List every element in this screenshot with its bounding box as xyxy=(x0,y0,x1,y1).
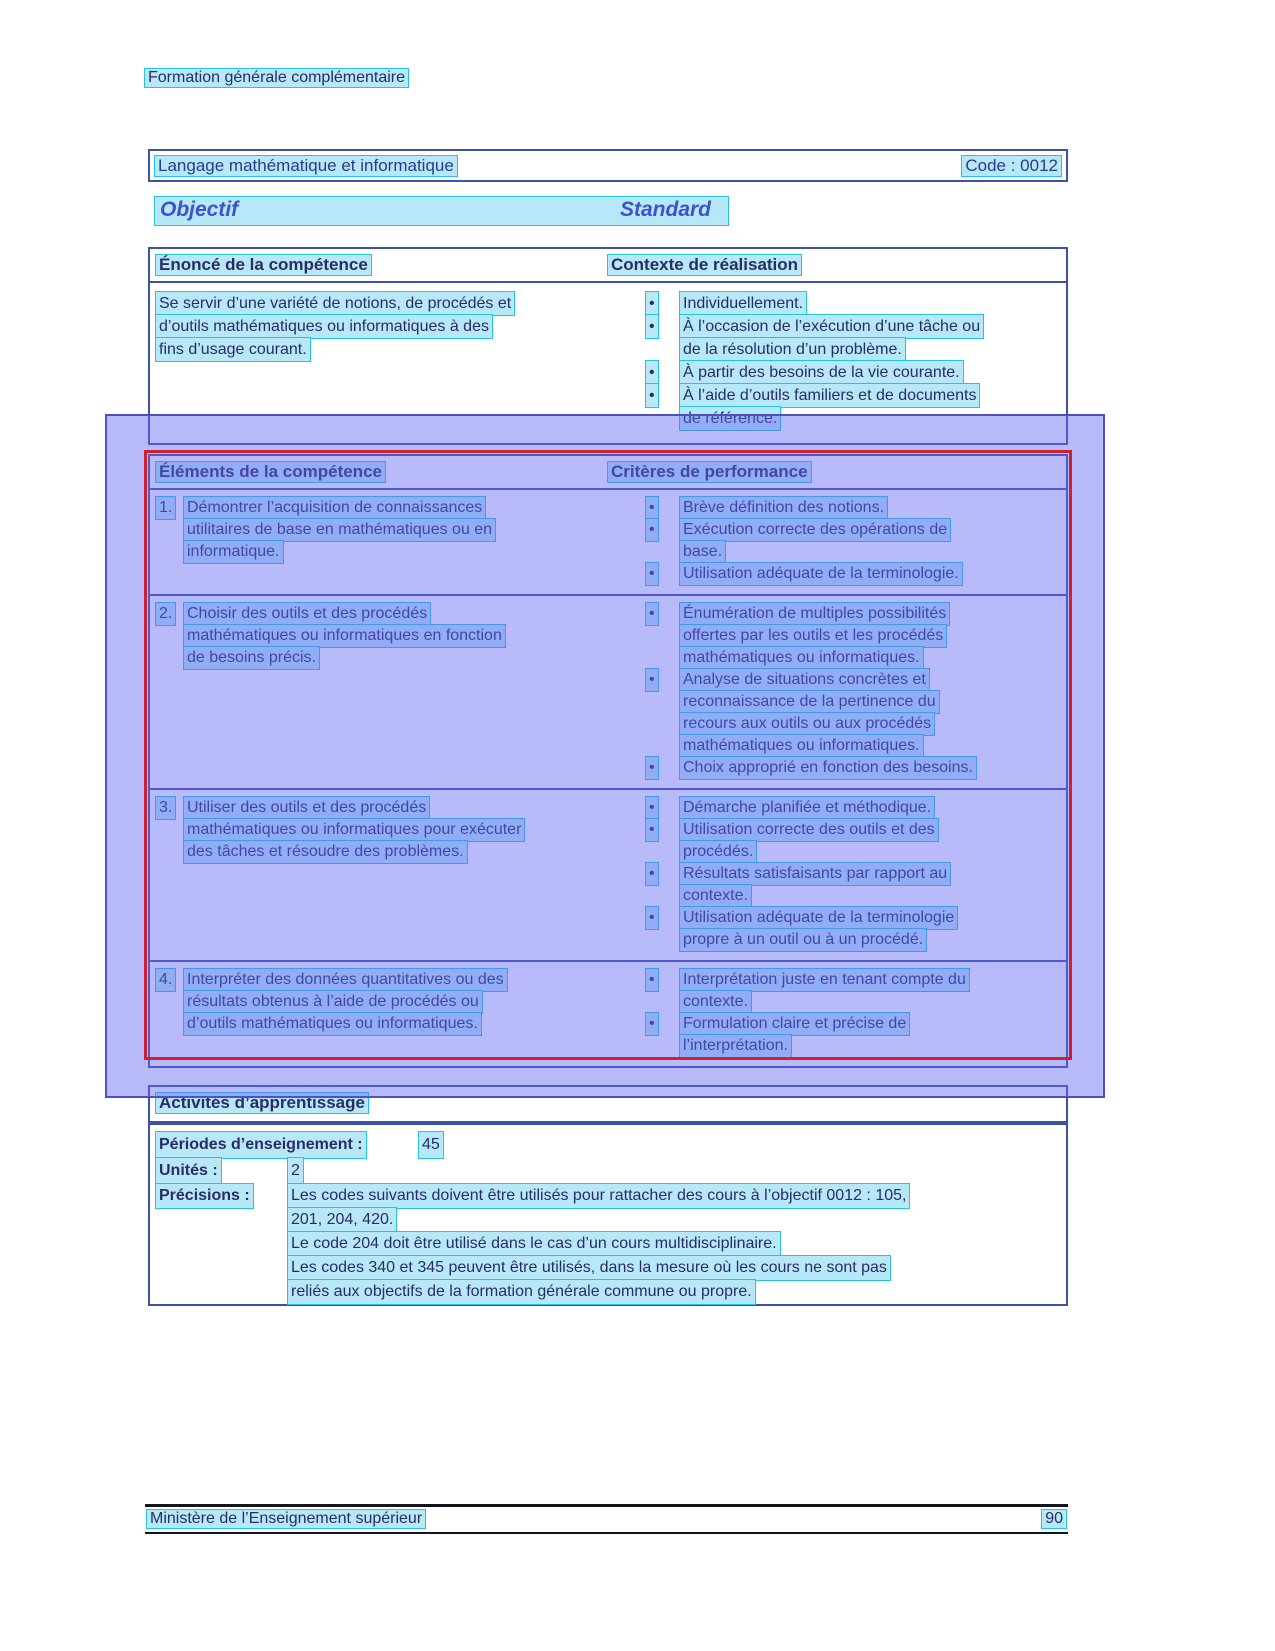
activites-heading-box xyxy=(148,1085,1068,1123)
element-cell xyxy=(150,797,608,951)
bullet-icon: • xyxy=(646,1013,658,1035)
statement-line: Se servir d’une variété de notions, de procédés et xyxy=(156,292,514,315)
enonce-header-right: Contexte de réalisation xyxy=(608,255,801,275)
bullet-icon: • xyxy=(646,819,658,841)
context-line: de référence. xyxy=(680,407,780,430)
list-item xyxy=(608,969,1066,1013)
element-line: Démontrer l’acquisition de connaissances xyxy=(184,497,485,519)
periodes-value: 45 xyxy=(419,1132,443,1158)
criteria-line: Utilisation adéquate de la terminologie xyxy=(680,907,957,929)
bullet-icon: • xyxy=(646,497,658,519)
list-item xyxy=(608,361,1066,384)
table-row xyxy=(150,960,1066,1066)
course-code: Code : 0012 xyxy=(962,156,1061,176)
criteria-line: Exécution correcte des opérations de xyxy=(680,519,950,541)
bullet-icon: • xyxy=(646,519,658,541)
unites-label: Unités : xyxy=(156,1158,221,1184)
criteria-line: Démarche planifiée et méthodique. xyxy=(680,797,934,819)
element-line: Interpréter des données quantitatives ou des xyxy=(184,969,507,991)
enonce-header-left: Énoncé de la compétence xyxy=(156,255,371,275)
enonce-table-body xyxy=(150,283,1066,443)
element-line: résultats obtenus à l’aide de procédés ou xyxy=(184,991,482,1013)
element-line: mathématiques ou informatiques pour exécuter xyxy=(184,819,524,841)
criteria-line: propre à un outil ou à un procédé. xyxy=(680,929,926,951)
bullet-icon: • xyxy=(646,384,658,407)
unites-value: 2 xyxy=(288,1158,303,1184)
criteria-cell xyxy=(608,497,1066,585)
criteria-line: reconnaissance de la pertinence du xyxy=(680,691,939,713)
standard-heading: Standard xyxy=(620,198,712,221)
list-item xyxy=(608,819,1066,863)
list-item xyxy=(608,292,1066,315)
context-line: À l’aide d’outils familiers et de documents xyxy=(680,384,979,407)
criteria-line: recours aux outils ou aux procédés xyxy=(680,713,934,735)
bullet-icon: • xyxy=(646,863,658,885)
elements-competence-table xyxy=(148,454,1068,1068)
criteria-line: Résultats satisfaisants par rapport au xyxy=(680,863,950,885)
criteria-line: Énumération de multiples possibilités xyxy=(680,603,949,625)
details-box xyxy=(148,1123,1068,1306)
list-item xyxy=(608,757,1066,779)
list-item xyxy=(608,603,1066,669)
list-item xyxy=(608,519,1066,563)
criteria-cell xyxy=(608,969,1066,1057)
criteria-line: Utilisation adéquate de la terminologie. xyxy=(680,563,962,585)
table-row xyxy=(150,788,1066,960)
criteria-line: Choix approprié en fonction des besoins. xyxy=(680,757,976,779)
context-line: Individuellement. xyxy=(680,292,806,315)
page-number: 90 xyxy=(1042,1510,1066,1528)
element-line: mathématiques ou informatiques en fonction xyxy=(184,625,505,647)
criteria-line: Utilisation correcte des outils et des xyxy=(680,819,938,841)
statement-line: d’outils mathématiques ou informatiques à des xyxy=(156,315,492,338)
activites-heading: Activités d’apprentissage xyxy=(156,1093,368,1113)
list-item xyxy=(608,863,1066,907)
context-line: À l’occasion de l’exécution d’une tâche ou xyxy=(680,315,983,338)
bullet-icon: • xyxy=(646,361,658,384)
element-line: Utiliser des outils et des procédés xyxy=(184,797,429,819)
precisions-text xyxy=(288,1184,909,1304)
table-row xyxy=(150,594,1066,788)
document-section-header xyxy=(145,69,408,87)
competence-statement xyxy=(150,292,608,430)
row-number: 2. xyxy=(156,603,175,625)
criteria-cell xyxy=(608,797,1066,951)
bullet-icon: • xyxy=(646,907,658,929)
precisions-line: reliés aux objectifs de la formation générale commune ou propre. xyxy=(288,1280,755,1304)
criteria-line: Brève définition des notions. xyxy=(680,497,887,519)
title-bar xyxy=(148,149,1068,182)
bullet-icon: • xyxy=(646,969,658,991)
criteria-line: Interprétation juste en tenant compte du xyxy=(680,969,969,991)
precisions-line: Les codes 340 et 345 peuvent être utilisés, dans la mesure où les cours ne sont pas xyxy=(288,1256,890,1280)
table-row xyxy=(150,490,1066,594)
enonce-table-header xyxy=(150,249,1066,283)
bullet-icon: • xyxy=(646,757,658,779)
precisions-label: Précisions : xyxy=(156,1184,253,1208)
course-title: Langage mathématique et informatique xyxy=(155,156,457,176)
bullet-icon: • xyxy=(646,797,658,819)
context-line: de la résolution d’un problème. xyxy=(680,338,905,361)
criteria-cell xyxy=(608,603,1066,779)
precisions-row xyxy=(156,1184,1060,1304)
element-line: d’outils mathématiques ou informatiques. xyxy=(184,1013,481,1035)
criteria-line: procédés. xyxy=(680,841,756,863)
enonce-competence-table xyxy=(148,247,1068,445)
criteria-line: contexte. xyxy=(680,885,751,907)
element-cell xyxy=(150,497,608,585)
precisions-line: 201, 204, 420. xyxy=(288,1208,396,1232)
objectif-heading: Objectif xyxy=(160,198,239,221)
criteria-line: Analyse de situations concrètes et xyxy=(680,669,929,691)
criteria-line: base. xyxy=(680,541,725,563)
bullet-icon: • xyxy=(646,563,658,585)
footer-ministry: Ministère de l’Enseignement supérieur xyxy=(147,1510,425,1528)
bullet-icon: • xyxy=(646,292,658,315)
list-item xyxy=(608,315,1066,361)
bullet-icon: • xyxy=(646,669,658,691)
row-number: 4. xyxy=(156,969,175,991)
section-title: Formation générale complémentaire xyxy=(145,69,408,87)
periodes-row xyxy=(156,1132,1060,1158)
elements-header-right: Critères de performance xyxy=(608,462,811,482)
bullet-icon: • xyxy=(646,603,658,625)
element-line: Choisir des outils et des procédés xyxy=(184,603,430,625)
list-item xyxy=(608,1013,1066,1057)
criteria-line: l’interprétation. xyxy=(680,1035,791,1057)
element-cell xyxy=(150,603,608,779)
row-number: 1. xyxy=(156,497,175,519)
statement-line: fins d’usage courant. xyxy=(156,338,310,361)
criteria-line: mathématiques ou informatiques. xyxy=(680,647,923,669)
context-line: À partir des besoins de la vie courante. xyxy=(680,361,963,384)
element-line: utilitaires de base en mathématiques ou en xyxy=(184,519,495,541)
precisions-line: Les codes suivants doivent être utilisés pour rattacher des cours à l’objectif 0012 : 105, xyxy=(288,1184,909,1208)
element-line: informatique. xyxy=(184,541,283,563)
bullet-icon: • xyxy=(646,315,658,338)
elements-header-left: Éléments de la compétence xyxy=(156,462,385,482)
list-item xyxy=(608,497,1066,519)
criteria-line: offertes par les outils et les procédés xyxy=(680,625,946,647)
row-number: 3. xyxy=(156,797,175,819)
context-bullet-list xyxy=(608,292,1066,430)
criteria-line: mathématiques ou informatiques. xyxy=(680,735,923,757)
list-item xyxy=(608,563,1066,585)
page-footer xyxy=(145,1504,1068,1534)
elements-table-header xyxy=(150,456,1066,490)
element-line: de besoins précis. xyxy=(184,647,319,669)
criteria-line: Formulation claire et précise de xyxy=(680,1013,909,1035)
element-line: des tâches et résoudre des problèmes. xyxy=(184,841,467,863)
list-item xyxy=(608,907,1066,951)
list-item xyxy=(608,384,1066,430)
periodes-label: Périodes d’enseignement : xyxy=(156,1132,366,1158)
unites-row xyxy=(156,1158,1060,1184)
list-item xyxy=(608,797,1066,819)
element-cell xyxy=(150,969,608,1057)
precisions-line: Le code 204 doit être utilisé dans le cas d’un cours multidisciplinaire. xyxy=(288,1232,780,1256)
criteria-line: contexte. xyxy=(680,991,751,1013)
list-item xyxy=(608,669,1066,757)
objectif-standard-heading xyxy=(155,197,728,225)
